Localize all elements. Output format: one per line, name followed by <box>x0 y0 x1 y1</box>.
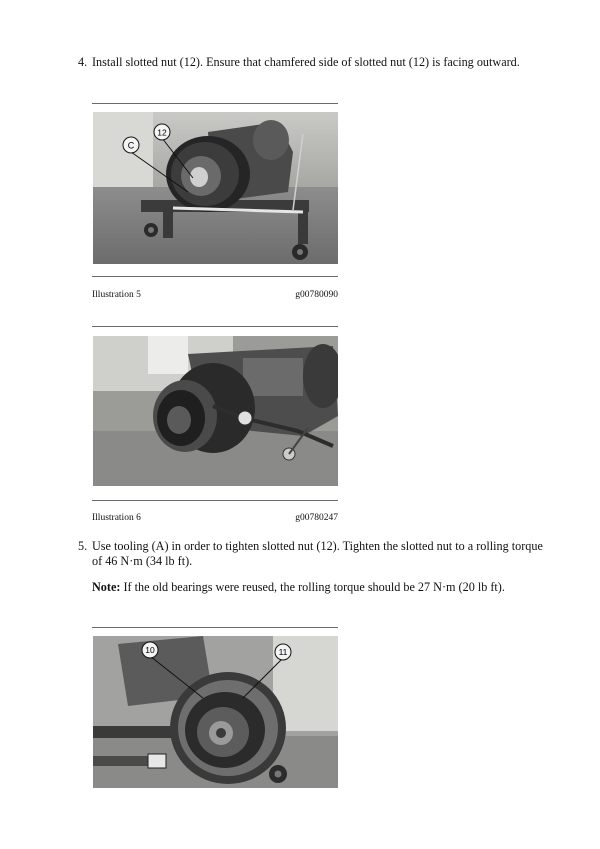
step-text: Install slotted nut (12). Ensure that chamfered side of slotted nut (12) is facing outward. <box>92 55 520 69</box>
figure-bottom-rule <box>92 276 338 277</box>
callout-11: 11 <box>278 647 288 657</box>
step-number: 4. <box>78 55 88 69</box>
figure-top-rule <box>92 627 338 628</box>
caption-label: Illustration 5 <box>92 290 141 300</box>
graphic-id: g00780090 <box>295 290 338 300</box>
step-text-line-2: of 46 N·m (34 lb ft). <box>92 554 193 568</box>
callout-12: 12 <box>157 127 167 138</box>
note-label: Note: <box>92 580 121 594</box>
illustration-5-photo <box>93 112 338 264</box>
illustration-7-photo <box>93 636 338 788</box>
step-number: 5. <box>78 539 88 553</box>
note-text: If the old bearings were reused, the rolling torque should be 27 N·m (20 lb ft). <box>120 580 505 594</box>
figure-bottom-rule <box>92 500 338 501</box>
callout-10: 10 <box>145 645 155 655</box>
figure-top-rule <box>92 103 338 104</box>
illustration-6-photo <box>93 336 338 486</box>
figure-top-rule <box>92 326 338 327</box>
caption-label: Illustration 6 <box>92 513 141 523</box>
note <box>92 580 505 595</box>
callout-c: C <box>127 140 135 151</box>
step-text-line-1: Use tooling (A) in order to tighten slotted nut (12). Tighten the slotted nut to a rolling torque <box>92 539 543 553</box>
graphic-id: g00780247 <box>295 513 338 523</box>
